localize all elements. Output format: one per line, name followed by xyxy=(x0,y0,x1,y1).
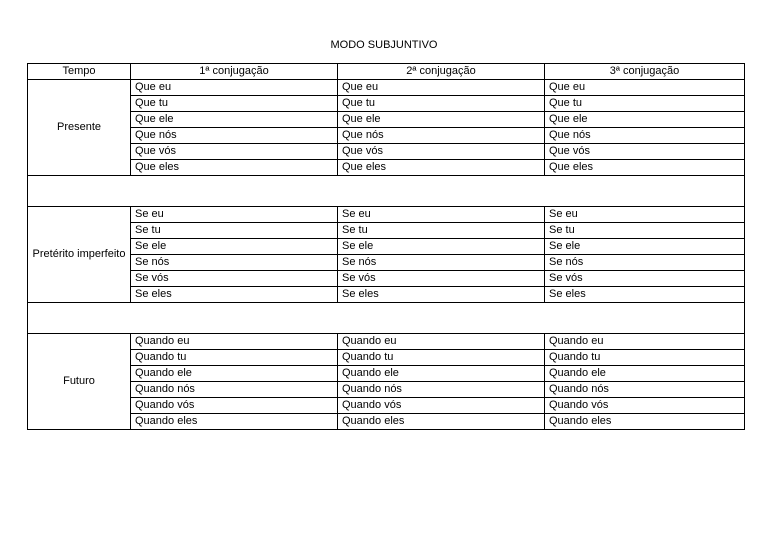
table-cell: Quando vós xyxy=(131,398,338,414)
table-cell: Que ele xyxy=(545,112,745,128)
table-cell: Quando nós xyxy=(131,382,338,398)
table-cell: Quando eu xyxy=(131,334,338,350)
separator-row xyxy=(28,303,745,334)
table-cell: Quando nós xyxy=(338,382,545,398)
table-cell: Quando eles xyxy=(545,414,745,430)
table-cell: Quando tu xyxy=(131,350,338,366)
table-cell: Que vós xyxy=(338,144,545,160)
tense-label-futuro: Futuro xyxy=(28,334,131,430)
table-cell: Que eu xyxy=(131,80,338,96)
table-cell: Quando eu xyxy=(545,334,745,350)
header-conjugation-1: 1ª conjugação xyxy=(131,64,338,80)
table-cell: Se eles xyxy=(131,287,338,303)
table-cell: Que nós xyxy=(545,128,745,144)
conjugation-table xyxy=(27,63,745,430)
header-row xyxy=(28,64,745,80)
table-cell: Se nós xyxy=(545,255,745,271)
table-cell: Que eu xyxy=(338,80,545,96)
table-row xyxy=(28,382,745,398)
table-cell: Que eles xyxy=(131,160,338,176)
table-row xyxy=(28,112,745,128)
table-cell: Quando tu xyxy=(545,350,745,366)
table-row xyxy=(28,287,745,303)
header-conjugation-2: 2ª conjugação xyxy=(338,64,545,80)
table-cell: Que vós xyxy=(545,144,745,160)
table-row xyxy=(28,334,745,350)
separator-row xyxy=(28,176,745,207)
table-row xyxy=(28,414,745,430)
table-row xyxy=(28,398,745,414)
table-cell: Se eles xyxy=(545,287,745,303)
table-row xyxy=(28,144,745,160)
table-row xyxy=(28,366,745,382)
table-cell: Se tu xyxy=(131,223,338,239)
table-row xyxy=(28,96,745,112)
table-cell: Quando eles xyxy=(338,414,545,430)
table-cell: Quando tu xyxy=(338,350,545,366)
table-cell: Quando ele xyxy=(545,366,745,382)
tense-label-presente: Presente xyxy=(28,80,131,176)
table-cell: Se vós xyxy=(338,271,545,287)
table-cell: Que eles xyxy=(338,160,545,176)
table-cell: Quando vós xyxy=(338,398,545,414)
table-cell: Que nós xyxy=(338,128,545,144)
table-row xyxy=(28,350,745,366)
table-cell: Se ele xyxy=(545,239,745,255)
table-cell: Que ele xyxy=(338,112,545,128)
tense-label-preterito-imperfeito: Pretérito imperfeito xyxy=(28,207,131,303)
table-cell: Se eu xyxy=(545,207,745,223)
table-cell: Se tu xyxy=(338,223,545,239)
table-row xyxy=(28,271,745,287)
table-cell: Que tu xyxy=(338,96,545,112)
table-cell: Se nós xyxy=(131,255,338,271)
table-cell: Quando vós xyxy=(545,398,745,414)
table-row xyxy=(28,223,745,239)
table-cell: Que ele xyxy=(131,112,338,128)
table-cell: Que eles xyxy=(545,160,745,176)
table-cell: Se vós xyxy=(545,271,745,287)
table-cell: Se nós xyxy=(338,255,545,271)
table-row xyxy=(28,207,745,223)
page-title: MODO SUBJUNTIVO xyxy=(330,39,438,51)
table-row xyxy=(28,128,745,144)
table-row xyxy=(28,239,745,255)
table-cell: Que tu xyxy=(545,96,745,112)
separator-cell xyxy=(28,303,745,334)
table-cell: Que nós xyxy=(131,128,338,144)
separator-cell xyxy=(28,176,745,207)
table-cell: Quando ele xyxy=(131,366,338,382)
table-cell: Se tu xyxy=(545,223,745,239)
table-cell: Que tu xyxy=(131,96,338,112)
table-cell: Se vós xyxy=(131,271,338,287)
table-row xyxy=(28,80,745,96)
table-cell: Quando nós xyxy=(545,382,745,398)
table-cell: Quando ele xyxy=(338,366,545,382)
table-cell: Que eu xyxy=(545,80,745,96)
table-cell: Quando eles xyxy=(131,414,338,430)
table-cell: Se ele xyxy=(131,239,338,255)
header-tempo: Tempo xyxy=(28,64,131,80)
table-cell: Se eles xyxy=(338,287,545,303)
table-cell: Quando eu xyxy=(338,334,545,350)
table-row xyxy=(28,160,745,176)
table-cell: Se eu xyxy=(338,207,545,223)
table-row xyxy=(28,255,745,271)
table-cell: Que vós xyxy=(131,144,338,160)
header-conjugation-3: 3ª conjugação xyxy=(545,64,745,80)
table-cell: Se ele xyxy=(338,239,545,255)
table-cell: Se eu xyxy=(131,207,338,223)
